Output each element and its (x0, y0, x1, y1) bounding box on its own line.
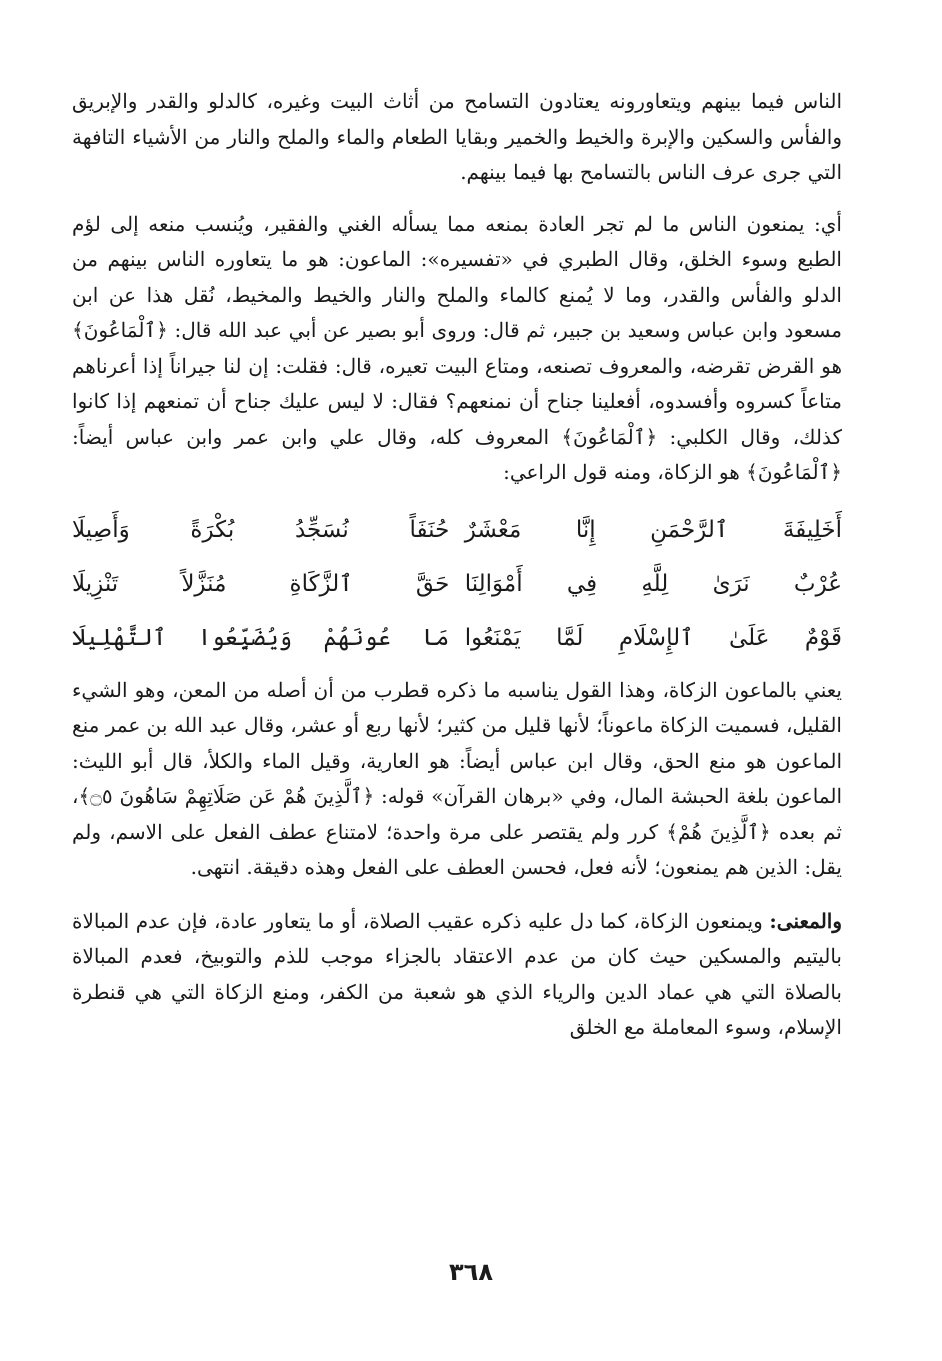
poem-verse (72, 557, 842, 611)
explanation-paragraph: يعني بالماعون الزكاة، وهذا القول يناسبه ما ذكره قطرب من أن أصله من المعن، وهو الشيء القليل، فسميت الزكاة ماعوناً؛ لأنها قليل من كثير؛ لأنها ربع أو عشر، وقال عبد الله بن عمر منع الماعون هو منع الحق، وقال ابن عباس أيضاً: هو العارية، وقيل الماء والكلأ، قال أبو الليث: الماعون بلغة الحبشة المال، وفي «برهان القرآن» قوله: ﴿ٱلَّذِينَ هُمْ عَن صَلَاتِهِمْ سَاهُونَ ۝٥﴾، ثم بعده ﴿ٱلَّذِينَ هُمْ﴾ كرر ولم يقتصر على مرة واحدة؛ لامتناع عطف الفعل على الاسم، ولم يقل: الذين هم يمنعون؛ لأنه فعل، فحسن العطف على الفعل وهذه دقيقة. انتهى. (72, 677, 842, 879)
intro-paragraph: الناس فيما بينهم ويتعاورونه يعتادون التسامح من أثاث البيت وغيره، كالدلو والقدر والإبريق والفأس والسكين والإبرة والخيط والخمير وبقايا الطعام والماء والملح والنار من الأشياء التافهة التي جرى عرف الناس بالتسامح بها فيما بينهم. (72, 89, 842, 184)
poem-verse (72, 503, 842, 557)
page-number: ٣٦٨ (449, 1258, 493, 1286)
meaning-label: والمعنى: (769, 908, 842, 933)
meaning-text: ويمنعون الزكاة، كما دل عليه ذكره عقيب الصلاة، أو ما يتعاور عادة، فإن عدم المبالاة باليتيم والمسكين حيث كان من عدم الاعتقاد بالجزاء موجب للذم والتوبيخ، فعدم المبالاة بالصلاة التي هي عماد الدين والرياء الذي هو شعبة من الكفر، ومنع الزكاة التي هي قنطرة الإسلام، وسوء المعاملة مع الخلق (72, 908, 842, 1039)
poem-verse (72, 611, 842, 665)
meaning-paragraph (72, 904, 842, 1046)
poem (72, 503, 842, 665)
poem-hemistich-first: أَخَلِيفَةَ ٱلرَّحْمَنِ إِنَّا مَعْشَرٌ (464, 516, 842, 543)
poem-hemistich-second: حُنَفَاً نُسَجِّدُ بُكْرَةً وَأَصِيلَا (72, 516, 450, 543)
page-body (72, 84, 842, 1046)
commentary-paragraph: أي: يمنعون الناس ما لم تجر العادة بمنعه مما يسأله الغني والفقير، ويُنسب منعه إلى لؤم الطبع وسوء الخلق، وقال الطبري في «تفسيره»: الماعون: هو ما يتعاوره الناس بينهم من الدلو والفأس والقدر، وما لا يُمنع كالماء والملح والنار والخيط والمخيط، نُقل هذا عن ابن مسعود وابن عباس وسعيد بن جبير، ثم قال: وروى أبو بصير عن أبي عبد الله قال: ﴿ٱلْمَاعُونَ﴾ هو القرض تقرضه، والمعروف تصنعه، ومتاع البيت تعيره، قال: فقلت: إن لنا جيراناً إذا أعرناهم متاعاً كسروه وأفسدوه، أفعلينا جناح أن نمنعهم؟ فقال: لا ليس عليك جناح أن تمنعهم إذا كانوا كذلك، وقال الكلبي: ﴿ٱلْمَاعُونَ﴾ المعروف كله، وقال علي وابن عمر وابن عباس أيضاً: ﴿ٱلْمَاعُونَ﴾ هو الزكاة، ومنه قول الراعي: (72, 211, 842, 484)
poem-hemistich-second: حَقَّ ٱلزَّكَاةِ مُنَزَّلاً تَنْزِيلَا (72, 570, 450, 597)
poem-hemistich-first: عُرْبٌ نَرَىٰ لِلَّهِ فِي أَمْوَالِنَا (464, 570, 842, 597)
poem-hemistich-first: قَوْمٌ عَلَىٰ ٱلإِسْلَامِ لَمَّا يَمْنَعُوا (464, 624, 842, 651)
poem-hemistich-second: مَا عُونَهُمْ وَيُضَيِّعُوا ٱلتَّهْلِيلَا (72, 624, 450, 651)
